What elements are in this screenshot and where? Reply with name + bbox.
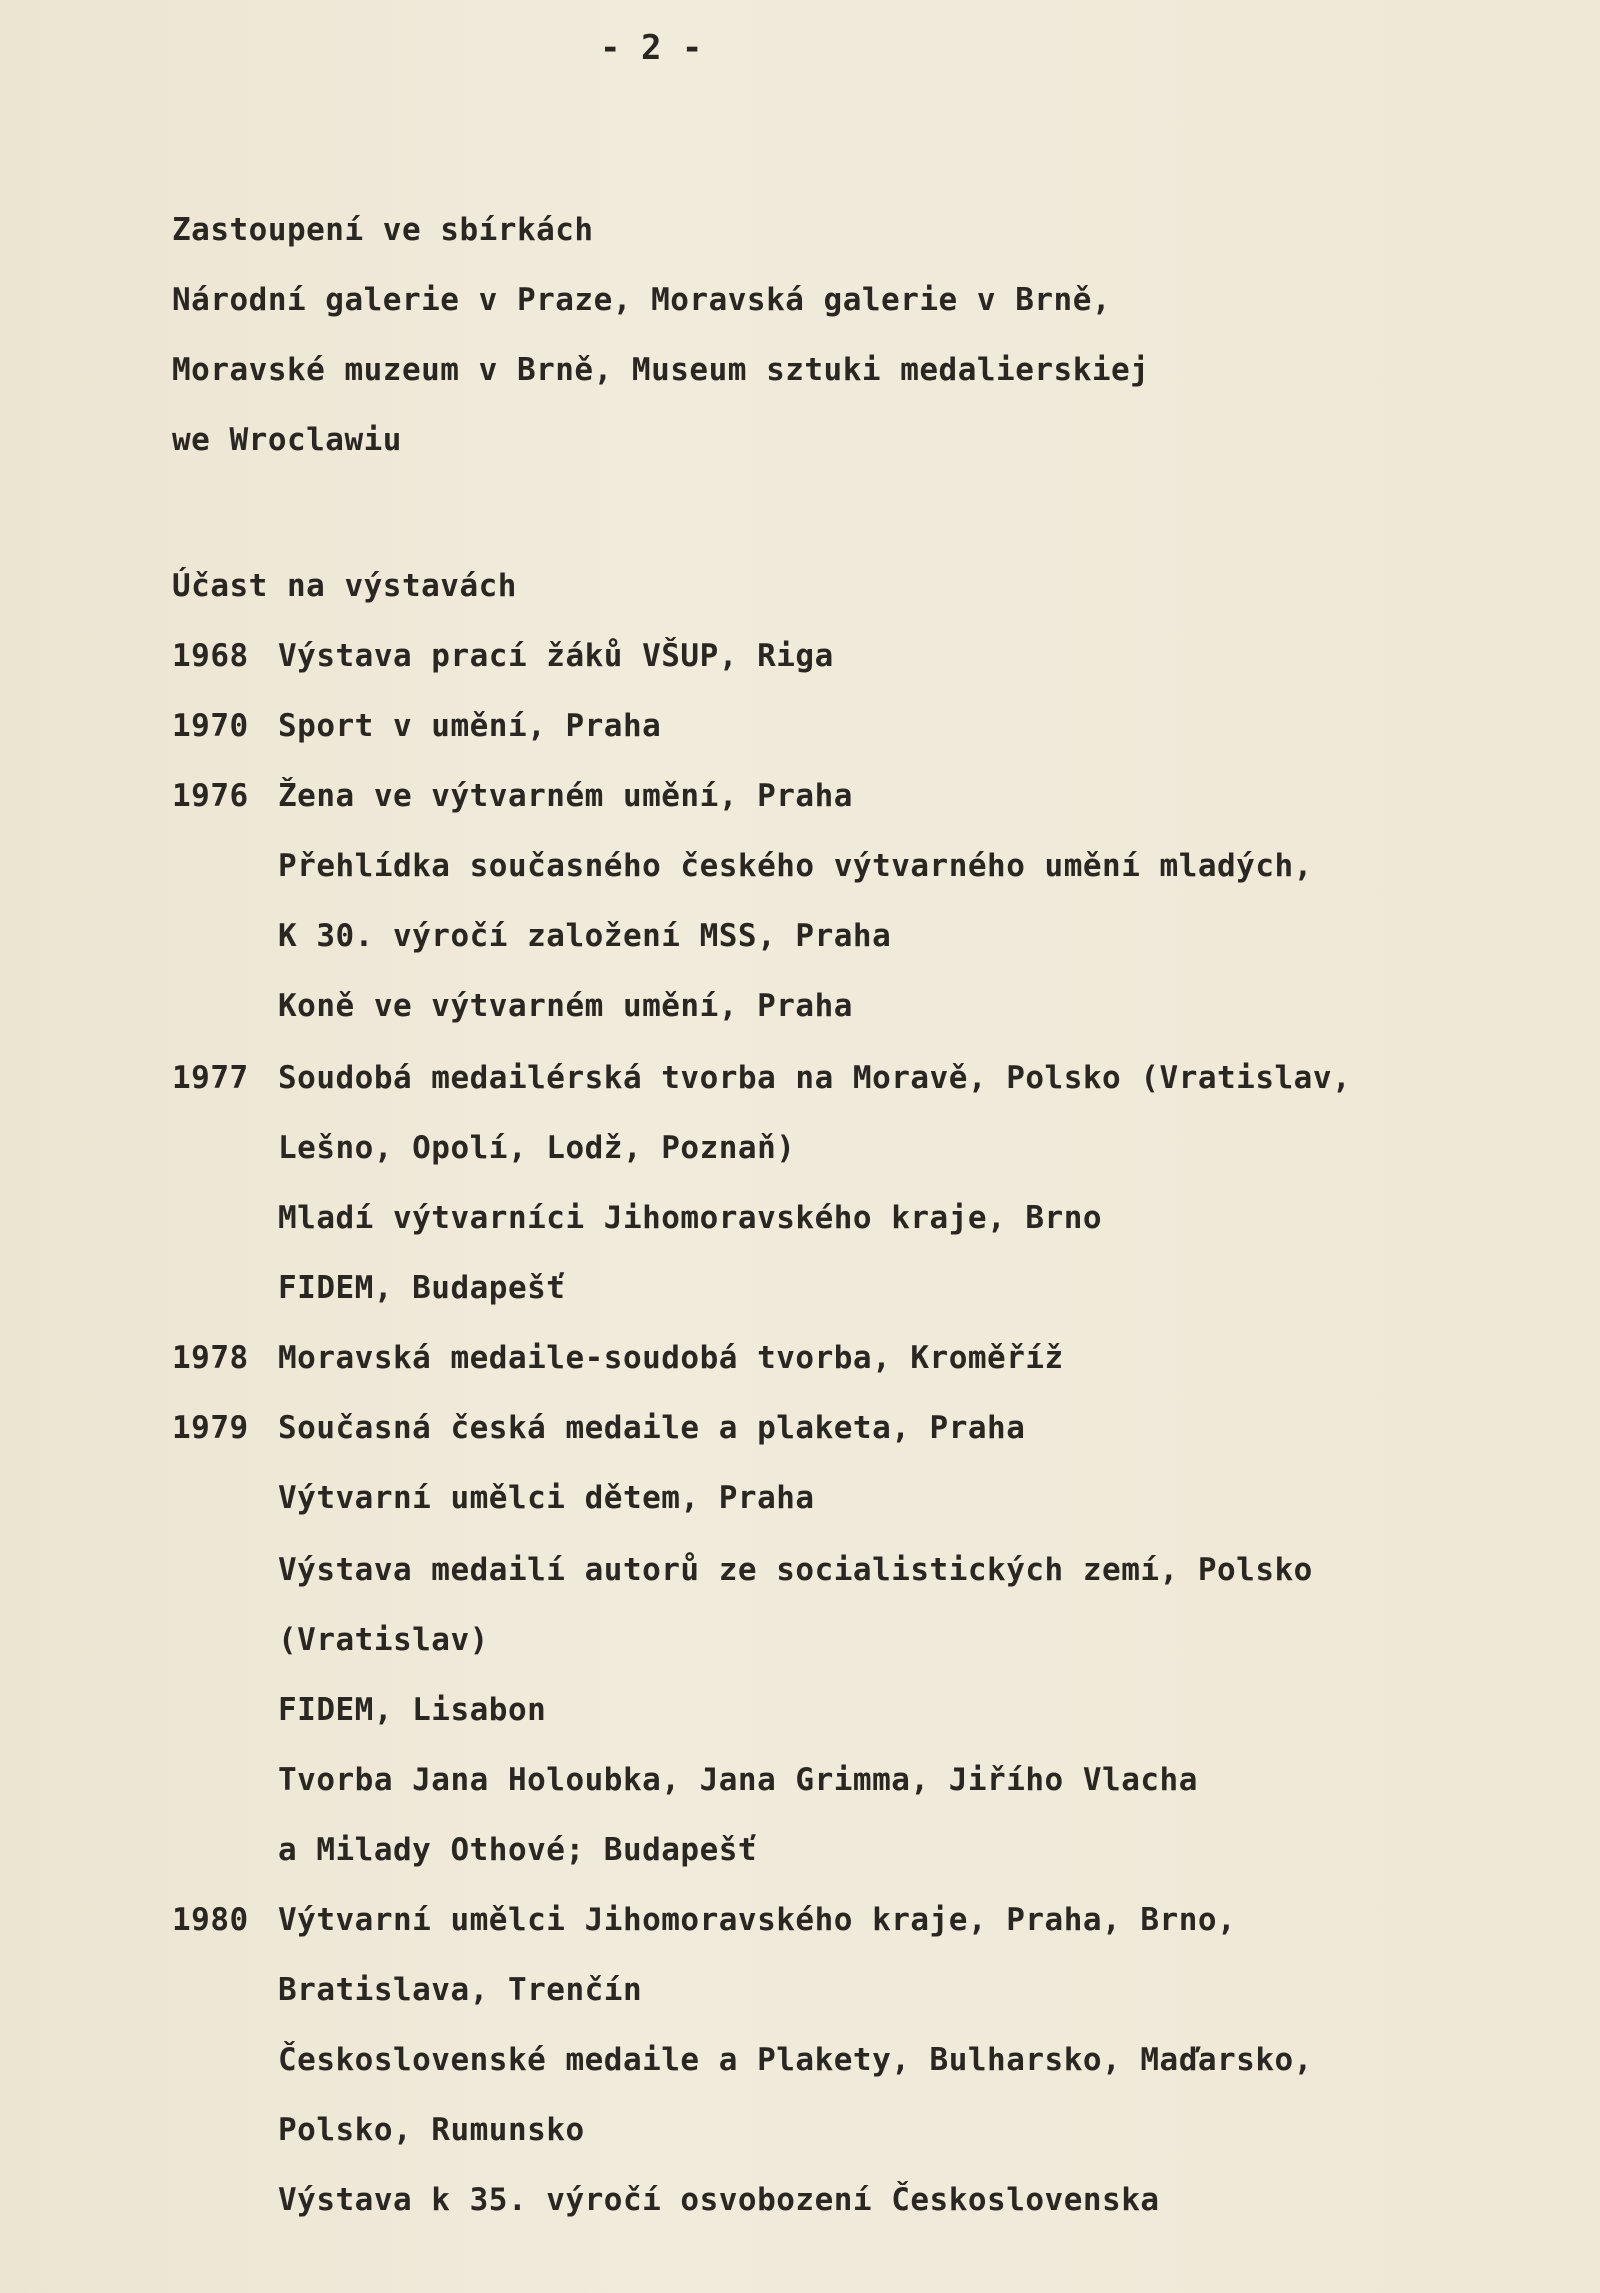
exhibition-text: Výtvarní umělci Jihomoravského kraje, Praha, Brno,	[278, 1902, 1237, 1938]
exhibition-text: a Milady Othové; Budapešť	[278, 1832, 758, 1868]
exhibition-line	[172, 1972, 642, 2008]
exhibition-line	[172, 1552, 1313, 1588]
collections-heading: Zastoupení ve sbírkách	[172, 212, 594, 248]
exhibition-year: 1968	[172, 638, 249, 674]
exhibition-line	[172, 1622, 489, 1658]
exhibition-line	[172, 2112, 585, 2148]
collections-line: Národní galerie v Praze, Moravská galerie v Brně,	[172, 282, 1112, 318]
collections-line: we Wroclawiu	[172, 422, 402, 458]
exhibition-line	[172, 988, 853, 1024]
exhibition-text: Koně ve výtvarném umění, Praha	[278, 988, 853, 1024]
exhibition-text: Tvorba Jana Holoubka, Jana Grimma, Jiřího Vlacha	[278, 1762, 1198, 1798]
exhibition-line	[172, 1692, 546, 1728]
exhibition-text: K 30. výročí založení MSS, Praha	[278, 918, 892, 954]
exhibition-text: Československé medaile a Plakety, Bulharsko, Maďarsko,	[278, 2042, 1313, 2078]
exhibition-text: Výtvarní umělci dětem, Praha	[278, 1480, 815, 1516]
exhibition-line	[172, 1130, 795, 1166]
exhibition-text: Výstava prací žáků VŠUP, Riga	[278, 638, 834, 674]
exhibition-text: FIDEM, Lisabon	[278, 1692, 547, 1728]
exhibitions-heading: Účast na výstavách	[172, 568, 517, 604]
exhibition-year: 1978	[172, 1340, 249, 1376]
exhibition-text: Lešno, Opolí, Lodž, Poznaň)	[278, 1130, 796, 1166]
exhibition-year: 1979	[172, 1410, 249, 1446]
exhibition-text: Přehlídka současného českého výtvarného umění mladých,	[278, 848, 1313, 884]
exhibition-line	[172, 848, 1313, 884]
exhibition-line	[172, 1480, 815, 1516]
exhibition-text: Polsko, Rumunsko	[278, 2112, 585, 2148]
exhibition-text: Sport v umění, Praha	[278, 708, 662, 744]
exhibition-text: Současná česká medaile a plaketa, Praha	[278, 1410, 1026, 1446]
exhibition-text: FIDEM, Budapešť	[278, 1270, 566, 1306]
collections-line: Moravské muzeum v Brně, Museum sztuki medalierskiej	[172, 352, 1150, 388]
exhibition-line	[172, 918, 891, 954]
exhibition-line	[172, 1832, 757, 1868]
exhibition-line	[172, 1340, 1064, 1376]
exhibition-text: Moravská medaile-soudobá tvorba, Kroměříž	[278, 1340, 1064, 1376]
exhibition-line	[172, 2042, 1313, 2078]
exhibition-line	[172, 1200, 1102, 1236]
page-number: - 2 -	[600, 28, 703, 68]
exhibition-year: 1980	[172, 1902, 249, 1938]
exhibition-text: (Vratislav)	[278, 1622, 489, 1658]
exhibition-line	[172, 778, 853, 814]
exhibition-text: Soudobá medailérská tvorba na Moravě, Polsko (Vratislav,	[278, 1060, 1352, 1096]
exhibition-year: 1970	[172, 708, 249, 744]
exhibition-year: 1976	[172, 778, 249, 814]
exhibition-line	[172, 1762, 1198, 1798]
exhibition-text: Výstava k 35. výročí osvobození Československa	[278, 2182, 1160, 2218]
exhibition-line	[172, 1902, 1236, 1938]
exhibition-text: Výstava medailí autorů ze socialistických zemí, Polsko	[278, 1552, 1313, 1588]
exhibition-line	[172, 1060, 1351, 1096]
exhibition-line	[172, 1410, 1025, 1446]
exhibition-text: Mladí výtvarníci Jihomoravského kraje, Brno	[278, 1200, 1103, 1236]
exhibition-line	[172, 1270, 565, 1306]
exhibition-text: Žena ve výtvarném umění, Praha	[278, 778, 853, 814]
exhibition-line	[172, 638, 834, 674]
exhibition-text: Bratislava, Trenčín	[278, 1972, 643, 2008]
exhibition-line	[172, 2182, 1160, 2218]
exhibition-year: 1977	[172, 1060, 249, 1096]
exhibition-line	[172, 708, 661, 744]
